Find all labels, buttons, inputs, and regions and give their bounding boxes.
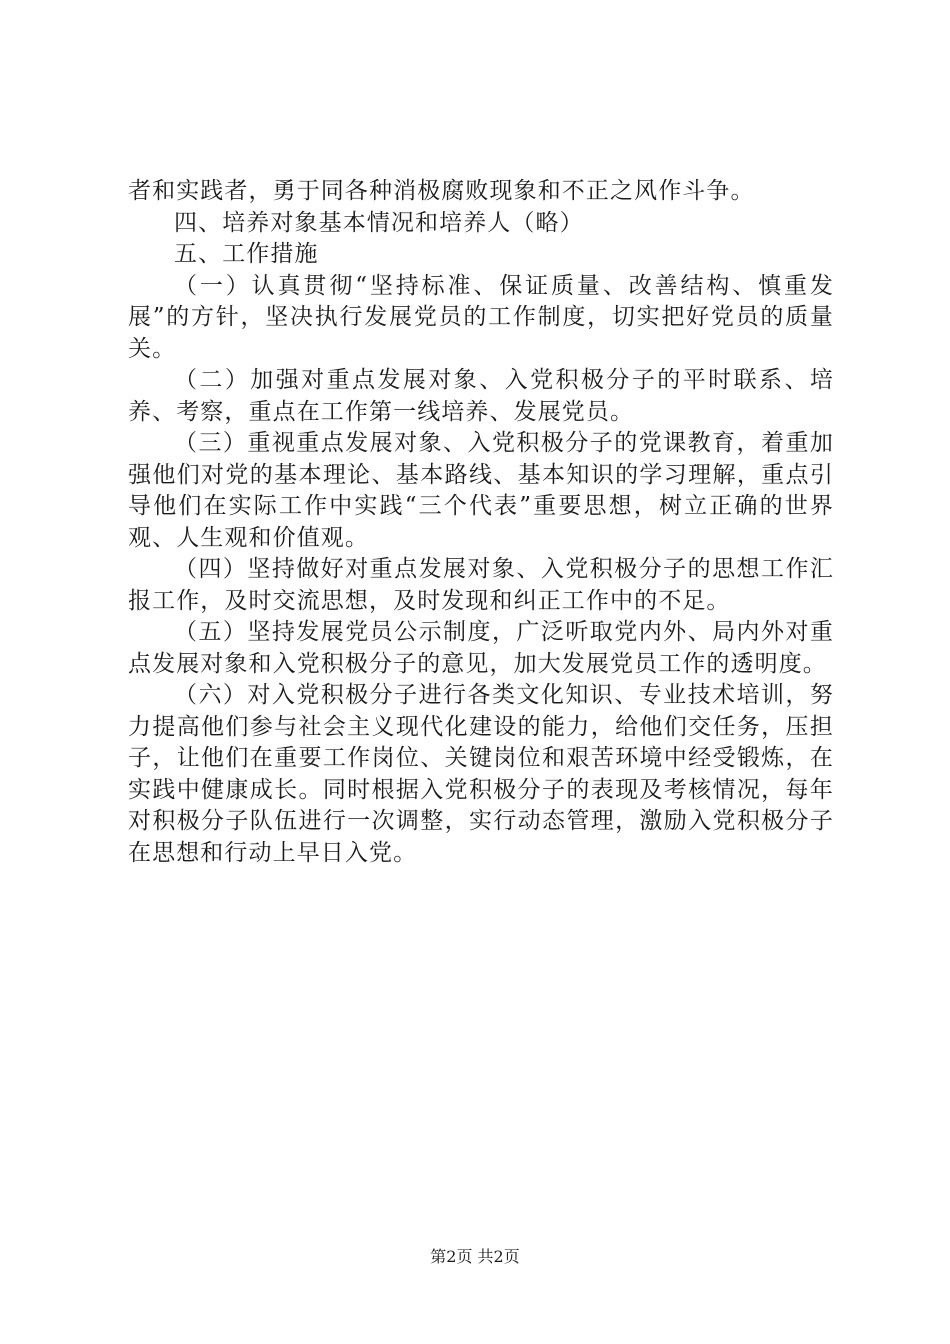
- section-heading-5: 五、工作措施: [174, 241, 319, 267]
- measure-item-4: （四）坚持做好对重点发展对象、入党积极分子的思想工作汇报工作，及时交流思想，及时发现和纠正工作中的不足。: [128, 556, 834, 614]
- measure-item-5: （五）坚持发展党员公示制度，广泛听取党内外、局内外对重点发展对象和入党积极分子的意见，加大发展党员工作的透明度。: [128, 619, 834, 677]
- section-heading-4: 四、培养对象基本情况和培养人（略）: [174, 209, 584, 236]
- measure-item-3: （三）重视重点发展对象、入党积极分子的党课教育，着重加强他们对党的基本理论、基本路线、基本知识的学习理解，重点引导他们在实际工作中实践“三个代表”重要思想，树立正确的世界观、人生观和价值观。: [128, 430, 834, 551]
- measure-item-6: （六）对入党积极分子进行各类文化知识、专业技术培训，努力提高他们参与社会主义现代化建设的能力，给他们交任务，压担子，让他们在重要工作岗位、关键岗位和艰苦环境中经受锻炼，在实践中健康成长。同时根据入党积极分子的表现及考核情况，每年对积极分子队伍进行一次调整，实行动态管理，激励入党积极分子在思想和行动上早日入党。: [128, 682, 834, 866]
- document-body: [128, 176, 834, 869]
- measure-item-2: （二）加强对重点发展对象、入党积极分子的平时联系、培养、考察，重点在工作第一线培养、发展党员。: [128, 367, 834, 425]
- paragraph-continuation: 者和实践者，勇于同各种消极腐败现象和不正之风作斗争。: [128, 178, 755, 204]
- page-number-footer: 第2页 共2页: [430, 1247, 520, 1266]
- measure-item-1: （一）认真贯彻“坚持标准、保证质量、改善结构、慎重发展”的方针，坚决执行发展党员的工作制度，切实把好党员的质量关。: [128, 272, 834, 362]
